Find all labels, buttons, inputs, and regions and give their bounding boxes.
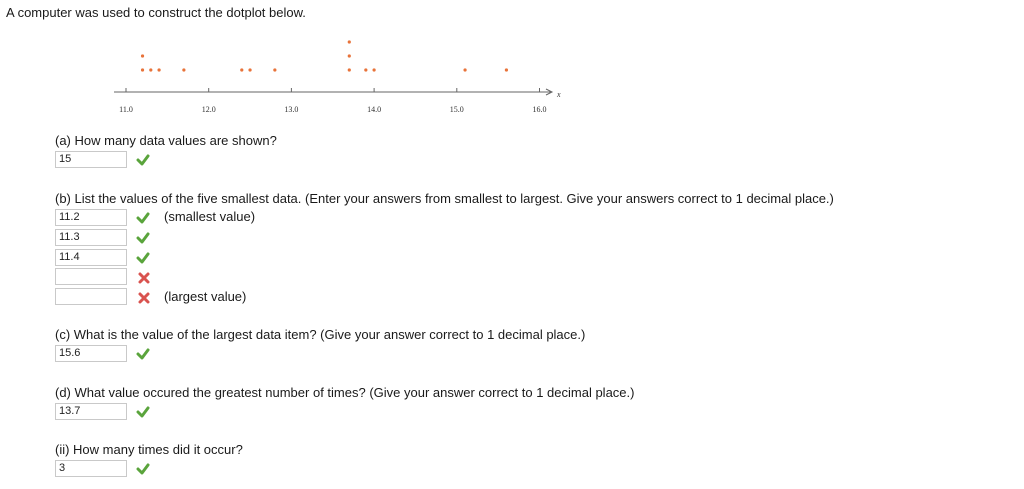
x-tick-label: 11.0 <box>119 105 133 114</box>
data-point <box>240 68 243 71</box>
data-point <box>141 54 144 57</box>
data-point <box>373 68 376 71</box>
question-d: (d) What value occured the greatest number of times? (Give your answer correct to 1 decimal place.) <box>55 385 635 400</box>
answer-b1-input[interactable]: 11.2 <box>55 209 127 226</box>
answer-b4-input[interactable] <box>55 268 127 285</box>
x-tick-label: 15.0 <box>449 105 464 114</box>
cross-icon <box>137 271 151 285</box>
answer-c-input[interactable]: 15.6 <box>55 345 127 362</box>
data-point <box>348 40 351 43</box>
data-point <box>463 68 466 71</box>
data-point <box>248 68 251 71</box>
check-icon <box>136 211 150 225</box>
question-c: (c) What is the value of the largest data item? (Give your answer correct to 1 decimal place.) <box>55 327 586 342</box>
data-point <box>348 54 351 57</box>
question-a: (a) How many data values are shown? <box>55 133 277 148</box>
x-tick-label: 16.0 <box>532 105 547 114</box>
check-icon <box>136 251 150 265</box>
data-point <box>157 68 160 71</box>
intro-text: A computer was used to construct the dotplot below. <box>6 5 306 20</box>
x-tick-label: 14.0 <box>367 105 382 114</box>
smallest-value-note: (smallest value) <box>164 209 256 224</box>
check-icon <box>136 347 150 361</box>
data-point <box>149 68 152 71</box>
data-point <box>348 68 351 71</box>
answer-d2-input[interactable]: 3 <box>55 460 127 477</box>
check-icon <box>136 231 150 245</box>
x-tick-label: 12.0 <box>201 105 216 114</box>
check-icon <box>136 153 150 167</box>
data-point <box>141 68 144 71</box>
answer-b3-input[interactable]: 11.4 <box>55 249 127 266</box>
answer-d-input[interactable]: 13.7 <box>55 403 127 420</box>
data-point <box>273 68 276 71</box>
x-axis-label: x <box>557 90 561 99</box>
cross-icon <box>137 291 151 305</box>
answer-a-input[interactable]: 15 <box>55 151 127 168</box>
x-tick-label: 13.0 <box>284 105 299 114</box>
check-icon <box>136 462 150 476</box>
data-point <box>505 68 508 71</box>
answer-b5-input[interactable] <box>55 288 127 305</box>
data-point <box>364 68 367 71</box>
answer-b2-input[interactable]: 11.3 <box>55 229 127 246</box>
question-b: (b) List the values of the five smallest data. (Enter your answers from smallest to largest. Give your answers correct to 1 decimal place.) <box>55 191 834 206</box>
largest-value-note: (largest value) <box>164 289 247 304</box>
data-point <box>182 68 185 71</box>
dotplot-chart <box>0 0 1024 130</box>
question-d2: (ii) How many times did it occur? <box>55 442 243 457</box>
check-icon <box>136 405 150 419</box>
